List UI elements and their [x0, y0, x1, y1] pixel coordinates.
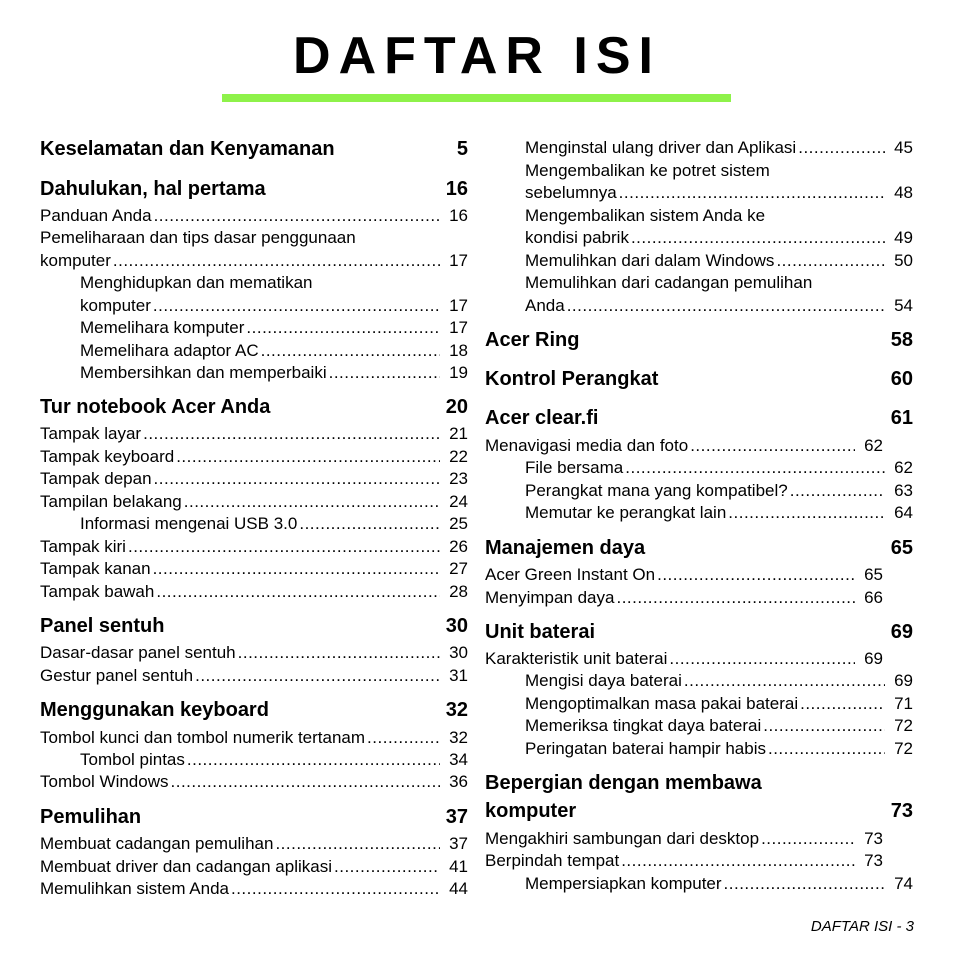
toc-heading-label: Panel sentuh — [40, 615, 165, 637]
toc-page-number: 66 — [864, 588, 883, 607]
toc-section-heading[interactable] — [485, 536, 913, 560]
toc-entry-label: komputer — [40, 251, 111, 270]
toc-entry-label: File bersama — [525, 458, 624, 477]
toc-entry-label: Perangkat mana yang kompatibel? — [525, 481, 788, 500]
toc-page-number: 62 — [864, 436, 883, 455]
toc-page-number: 17 — [449, 251, 468, 270]
toc-section-heading[interactable] — [485, 406, 913, 430]
toc-entry[interactable] — [40, 227, 468, 249]
toc-page-number: 69 — [864, 649, 883, 668]
toc-dot-leader — [176, 446, 440, 468]
toc-entry[interactable] — [525, 182, 913, 204]
toc-dot-leader — [684, 670, 885, 692]
toc-entry[interactable] — [40, 665, 468, 687]
toc-section-heading[interactable] — [40, 614, 468, 638]
toc-entry-label: Memelihara adaptor AC — [80, 341, 259, 360]
toc-entry-label: Tombol kunci dan tombol numerik tertanam — [40, 728, 366, 747]
toc-page-number: 27 — [449, 559, 468, 578]
toc-page-number: 63 — [894, 481, 913, 500]
toc-entry-label: Membuat cadangan pemulihan — [40, 834, 274, 853]
toc-entry[interactable] — [80, 340, 468, 362]
toc-page-number: 31 — [449, 666, 468, 685]
toc-dot-leader — [798, 137, 885, 159]
toc-dot-leader — [763, 715, 885, 737]
toc-entry-label: Dasar-dasar panel sentuh — [40, 643, 236, 662]
toc-entry-label: Tampilan belakang — [40, 492, 182, 511]
toc-entry[interactable] — [40, 856, 468, 878]
toc-entry-label: Menginstal ulang driver dan Aplikasi — [525, 138, 797, 157]
toc-page-number: 72 — [894, 739, 913, 758]
toc-heading-label: komputer — [485, 800, 577, 822]
toc-entry[interactable] — [80, 272, 468, 294]
toc-page-number: 28 — [449, 582, 468, 601]
toc-heading-label: Manajemen daya — [485, 537, 646, 559]
toc-dot-leader — [690, 435, 855, 457]
toc-entry[interactable] — [80, 317, 468, 339]
toc-page-number: 64 — [894, 503, 913, 522]
toc-entry[interactable] — [525, 227, 913, 249]
toc-entry[interactable] — [525, 480, 913, 502]
toc-section-heading[interactable] — [485, 799, 913, 823]
toc-dot-leader — [238, 642, 440, 664]
toc-entry-label: Mengisi daya baterai — [525, 671, 682, 690]
toc-dot-leader — [299, 513, 440, 535]
toc-entry[interactable] — [525, 715, 913, 737]
page-footer: DAFTAR ISI - 3 — [810, 918, 914, 935]
toc-page-number: 49 — [894, 228, 913, 247]
toc-page-number: 32 — [449, 728, 468, 747]
toc-page-number: 17 — [449, 296, 468, 315]
toc-entry-label: Acer Green Instant On — [485, 565, 656, 584]
toc-entry[interactable] — [485, 435, 883, 457]
toc-entry[interactable] — [80, 295, 468, 317]
toc-page-number: 41 — [449, 857, 468, 876]
toc-page-number: 34 — [449, 750, 468, 769]
toc-page-number: 18 — [449, 341, 468, 360]
toc-page-number: 44 — [449, 879, 468, 898]
toc-entry-label: Tampak kiri — [40, 537, 126, 556]
toc-page-number: 54 — [894, 296, 913, 315]
toc-entry[interactable] — [525, 137, 913, 159]
toc-section-heading[interactable] — [485, 328, 913, 352]
toc-entry-label: Tampak layar — [40, 424, 142, 443]
toc-dot-leader — [761, 828, 855, 850]
toc-entry-label: Membuat driver dan cadangan aplikasi — [40, 857, 333, 876]
toc-entry-label: komputer — [80, 296, 151, 315]
toc-entry-label: Mengakhiri sambungan dari desktop — [485, 829, 760, 848]
toc-dot-leader — [669, 648, 855, 670]
toc-entry-label: Memulihkan dari dalam Windows — [525, 251, 775, 270]
toc-dot-leader — [728, 502, 885, 524]
toc-dot-leader — [113, 250, 440, 272]
toc-dot-leader — [128, 536, 440, 558]
toc-entry-label: Memulihkan sistem Anda — [40, 879, 229, 898]
toc-entry[interactable] — [525, 272, 913, 294]
toc-entry[interactable] — [40, 642, 468, 664]
toc-heading-label: Unit baterai — [485, 621, 596, 643]
toc-page-number: 19 — [449, 363, 468, 382]
toc-page-number: 25 — [449, 514, 468, 533]
toc-entry-label: kondisi pabrik — [525, 228, 629, 247]
toc-entry[interactable] — [40, 491, 468, 513]
toc-dot-leader — [631, 227, 885, 249]
toc-dot-leader — [625, 457, 885, 479]
toc-heading-label: Tur notebook Acer Anda — [40, 396, 271, 418]
toc-page-number: 17 — [449, 318, 468, 337]
toc-page-number: 62 — [894, 458, 913, 477]
toc-page-number: 26 — [449, 537, 468, 556]
toc-page-number: 37 — [445, 806, 468, 828]
toc-entry-label: Mengoptimalkan masa pakai baterai — [525, 694, 799, 713]
toc-section-heading[interactable] — [40, 395, 468, 419]
toc-heading-label: Keselamatan dan Kenyamanan — [40, 138, 335, 160]
toc-page-number: 73 — [864, 829, 883, 848]
toc-dot-leader — [800, 693, 885, 715]
toc-entry-label: Memulihkan dari cadangan pemulihan — [525, 273, 813, 292]
toc-entry[interactable] — [80, 362, 468, 384]
toc-dot-leader — [153, 295, 440, 317]
toc-dot-leader — [790, 480, 885, 502]
toc-entry[interactable] — [485, 648, 883, 670]
toc-dot-leader — [367, 727, 440, 749]
toc-entry[interactable] — [525, 250, 913, 272]
toc-entry[interactable] — [40, 423, 468, 445]
toc-entry[interactable] — [525, 295, 913, 317]
toc-entry-label: Karakteristik unit baterai — [485, 649, 668, 668]
toc-entry-label: Menavigasi media dan foto — [485, 436, 689, 455]
toc-entry-label: Peringatan baterai hampir habis — [525, 739, 766, 758]
toc-dot-leader — [567, 295, 885, 317]
toc-entry-label: Mengembalikan ke potret sistem — [525, 161, 770, 180]
toc-entry[interactable] — [80, 749, 468, 771]
toc-page-number: 45 — [894, 138, 913, 157]
toc-entry-label: Tampak bawah — [40, 582, 155, 601]
toc-dot-leader — [156, 581, 440, 603]
toc-dot-leader — [621, 850, 855, 872]
toc-page-number: 71 — [894, 694, 913, 713]
toc-dot-leader — [261, 340, 440, 362]
toc-entry[interactable] — [40, 250, 468, 272]
toc-dot-leader — [171, 771, 441, 793]
toc-dot-leader — [619, 182, 885, 204]
toc-entry[interactable] — [40, 468, 468, 490]
toc-entry[interactable] — [40, 558, 468, 580]
toc-entry[interactable] — [40, 771, 468, 793]
toc-page-number: 16 — [449, 206, 468, 225]
toc-entry[interactable] — [525, 693, 913, 715]
toc-dot-leader — [195, 665, 440, 687]
toc-page-number: 65 — [890, 537, 913, 559]
toc-page-number: 69 — [890, 621, 913, 643]
toc-entry-label: Mengembalikan sistem Anda ke — [525, 206, 766, 225]
toc-page-number: 72 — [894, 716, 913, 735]
toc-page-number: 16 — [445, 178, 468, 200]
toc-entry[interactable] — [485, 587, 883, 609]
toc-entry[interactable] — [525, 502, 913, 524]
toc-heading-label: Pemulihan — [40, 806, 142, 828]
toc-dot-leader — [768, 738, 885, 760]
toc-entry-label: Tampak kanan — [40, 559, 151, 578]
toc-heading-label: Menggunakan keyboard — [40, 699, 269, 721]
toc-section-heading[interactable] — [40, 137, 468, 161]
toc-entry[interactable] — [525, 205, 913, 227]
toc-page-number: 74 — [894, 874, 913, 893]
toc-heading-label: Dahulukan, hal pertama — [40, 178, 266, 200]
toc-page-number: 21 — [449, 424, 468, 443]
toc-entry[interactable] — [80, 513, 468, 535]
toc-dot-leader — [246, 317, 440, 339]
toc-dot-leader — [616, 587, 855, 609]
toc-section-heading[interactable] — [485, 620, 913, 644]
toc-entry[interactable] — [525, 457, 913, 479]
toc-page-number: 58 — [890, 329, 913, 351]
toc-entry-label: Tampak depan — [40, 469, 152, 488]
toc-page-number: 73 — [890, 800, 913, 822]
toc-page-number: 60 — [890, 368, 913, 390]
toc-page-number: 30 — [449, 643, 468, 662]
toc-entry[interactable] — [40, 878, 468, 900]
toc-entry-label: Memeriksa tingkat daya baterai — [525, 716, 762, 735]
title-underline-bar — [222, 94, 731, 102]
toc-entry-label: Tampak keyboard — [40, 447, 175, 466]
toc-page-number: 69 — [894, 671, 913, 690]
toc-entry-label: Berpindah tempat — [485, 851, 620, 870]
toc-entry-label: Tombol Windows — [40, 772, 169, 791]
toc-page-number: 61 — [890, 407, 913, 429]
toc-page-number: 32 — [445, 699, 468, 721]
toc-entry-label: Mempersiapkan komputer — [525, 874, 722, 893]
toc-entry-label: Memutar ke perangkat lain — [525, 503, 727, 522]
toc-section-heading[interactable] — [485, 367, 913, 391]
toc-section-heading[interactable] — [40, 698, 468, 722]
toc-entry[interactable] — [485, 850, 883, 872]
toc-entry[interactable] — [40, 536, 468, 558]
toc-page-number: 50 — [894, 251, 913, 270]
toc-dot-leader — [231, 878, 440, 900]
toc-section-heading[interactable] — [40, 805, 468, 829]
toc-page-number: 23 — [449, 469, 468, 488]
toc-heading-label: Kontrol Perangkat — [485, 368, 659, 390]
toc-section-heading[interactable] — [485, 771, 913, 795]
toc-page-number: 5 — [456, 138, 468, 160]
toc-entry[interactable] — [525, 160, 913, 182]
toc-dot-leader — [153, 558, 440, 580]
toc-page-number: 20 — [445, 396, 468, 418]
toc-entry[interactable] — [40, 446, 468, 468]
toc-page-number: 37 — [449, 834, 468, 853]
toc-page-number: 24 — [449, 492, 468, 511]
toc-dot-leader — [154, 205, 440, 227]
toc-entry[interactable] — [40, 833, 468, 855]
toc-page-number: 73 — [864, 851, 883, 870]
toc-page-number: 48 — [894, 183, 913, 202]
toc-entry[interactable] — [485, 564, 883, 586]
toc-entry-label: Memelihara komputer — [80, 318, 245, 337]
toc-entry[interactable] — [485, 828, 883, 850]
toc-entry[interactable] — [40, 205, 468, 227]
toc-dot-leader — [334, 856, 440, 878]
toc-page-number: 30 — [445, 615, 468, 637]
toc-section-heading[interactable] — [40, 177, 468, 201]
toc-dot-leader — [275, 833, 440, 855]
page-title: DAFTAR ISI — [293, 27, 661, 85]
toc-dot-leader — [329, 362, 440, 384]
toc-page-number: 36 — [449, 772, 468, 791]
toc-entry-label: Menghidupkan dan mematikan — [80, 273, 313, 292]
toc-page-number: 65 — [864, 565, 883, 584]
toc-dot-leader — [143, 423, 440, 445]
toc-entry-label: Anda — [525, 296, 565, 315]
toc-entry[interactable] — [525, 670, 913, 692]
toc-entry-label: Informasi mengenai USB 3.0 — [80, 514, 298, 533]
toc-entry[interactable] — [40, 727, 468, 749]
toc-dot-leader — [154, 468, 440, 490]
toc-entry-label: Menyimpan daya — [485, 588, 615, 607]
toc-entry-label: Membersihkan dan memperbaiki — [80, 363, 327, 382]
toc-entry-label: Tombol pintas — [80, 750, 185, 769]
toc-heading-label: Acer clear.fi — [485, 407, 599, 429]
toc-dot-leader — [724, 873, 885, 895]
toc-dot-leader — [776, 250, 885, 272]
toc-heading-label: Bepergian dengan membawa — [485, 772, 762, 794]
toc-entry[interactable] — [40, 581, 468, 603]
toc-dot-leader — [657, 564, 855, 586]
toc-entry-label: Gestur panel sentuh — [40, 666, 194, 685]
toc-entry-label: sebelumnya — [525, 183, 617, 202]
toc-heading-label: Acer Ring — [485, 329, 580, 351]
toc-entry[interactable] — [525, 873, 913, 895]
toc-dot-leader — [187, 749, 440, 771]
toc-entry[interactable] — [525, 738, 913, 760]
toc-entry-label: Panduan Anda — [40, 206, 152, 225]
toc-entry-label: Pemeliharaan dan tips dasar penggunaan — [40, 228, 356, 247]
toc-dot-leader — [184, 491, 440, 513]
toc-page-number: 22 — [449, 447, 468, 466]
